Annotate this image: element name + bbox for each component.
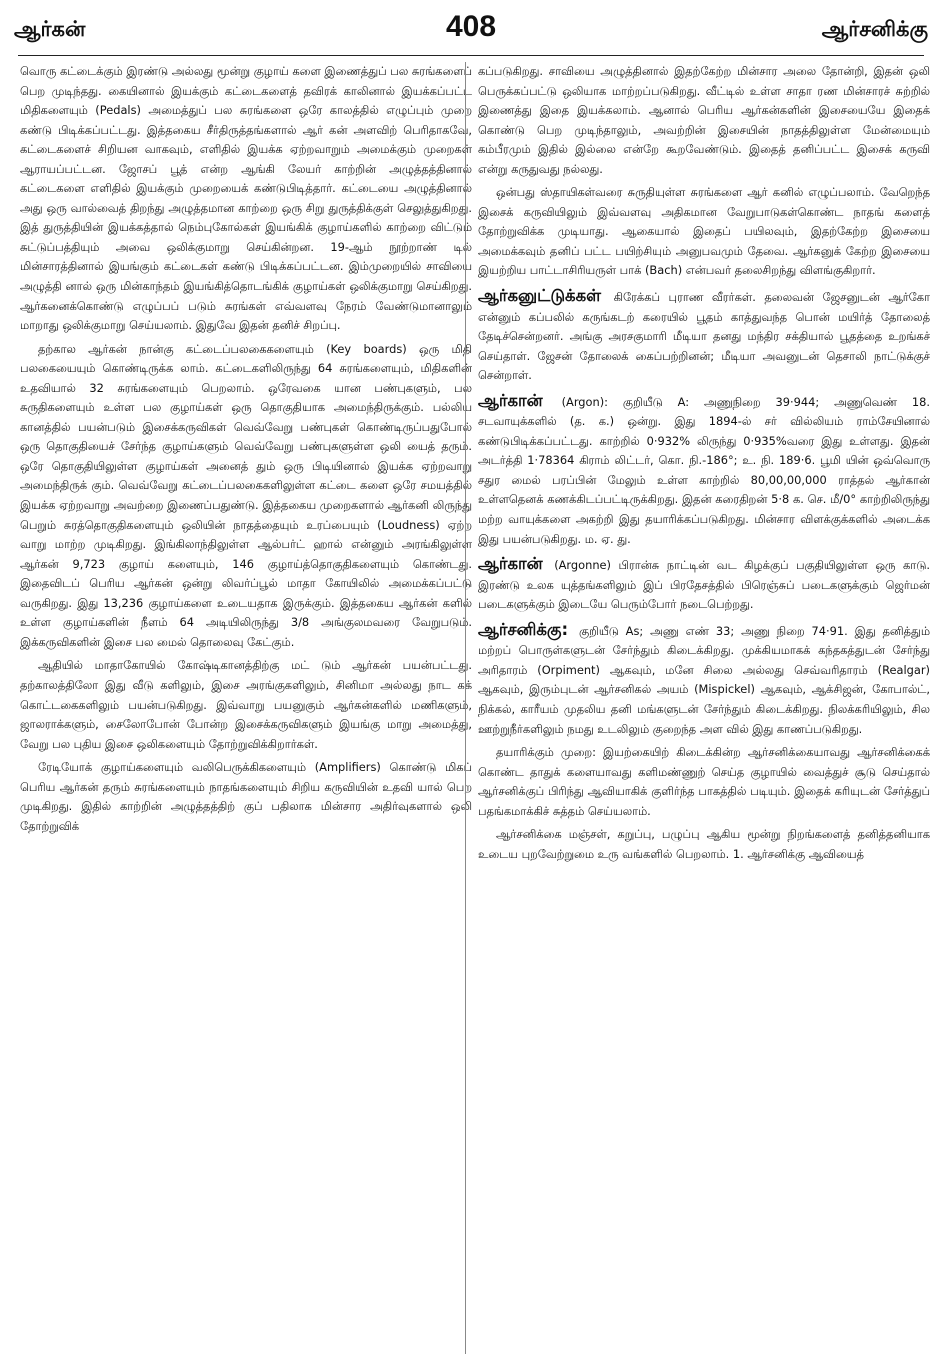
entry-headword: ஆர்கனுட்டுக்கள்: [478, 286, 602, 306]
left-guide-word: ஆர்கன்: [14, 16, 86, 41]
entry-body: குறியீடு As; அணு எண் 33; அணு நிறை 74·91. இது தனித்தும் மற்றப் பொருள்களுடன் சேர்ந்தும் கிடைக்கிறது. முக்கியமாகக் கந்தகத்துடன் சேர்ந்து அரிதாரம் (Orpiment) ஆகவும், மனே சிலை அல்லது செவ்வரிதாரம் (Realgar) ஆகவும், இரும்புடன் ஆர்சனிகல் அயம் (Mispickel) ஆகவும், ஆக்சிஜன், கோபால்ட், நிக்கல், காரீயம் முதலிய தனி மங்களுடன் சேர்ந்தும் கிடைக்கிறது. நிலக்கரியிலும், சில ஊற்றுநீர்களிலும் நமது உடலிலும் குறைந்த அள வில் இது காணப்படுகிறது.: [478, 623, 930, 736]
paragraph: தயாரிக்கும் முறை: இயற்கையிற் கிடைக்கின்ற ஆர்சனிக்கையாவது ஆர்சனிக்கைக் கொண்ட தாதுக் களையாவது களிமண்ணுற் செய்த குழாயில் வைத்துச் சூடு செய்தால் ஆர்சனிக்குப் பிரிந்து ஆவியாகிக் குளிர்ந்த பாகத்தில் படியும். இதைக் கரியுடன் சேர்த்துப் பதங்கமாக்கிச் சுத்தம் செய்யலாம்.: [478, 745, 930, 818]
right-column: [478, 62, 930, 1357]
page-number: 408: [445, 10, 497, 43]
paragraph: ஆர்சனிக்கை மஞ்சள், கறுப்பு, பழுப்பு ஆகிய மூன்று நிறங்களைத் தனித்தனியாக உடைய புறவேற்றுமை உரு வங்களில் பெறலாம். 1. ஆர்சனிக்கு ஆவியைத்: [478, 827, 930, 861]
column-divider: [465, 62, 466, 1354]
entry-headword: ஆர்கான்: [478, 390, 543, 410]
right-guide-word: ஆர்சனிக்கு: [821, 16, 928, 41]
header-rule: [18, 55, 924, 56]
entry-headword: ஆர்கான்: [478, 554, 543, 574]
paragraph: வொரு கட்டைக்கும் இரண்டு அல்லது மூன்று குழாய் களை இணைத்துப் பல சுரங்களைப் பெற முடிந்தது. கையினால் இயக்கும் கட்டைகளைத் தவிரக் காலினால் இயக்கப்பட்ட மிதிகளையும் (Pedals) அமைத்துப் பல சுரங்களை ஒரே காலத்தில் எழுப்பும் முறை கண்டு பிடிக்கப்பட்டது. இத்தகைய சீர்திருத்தங்களால் ஆர் கன் அளவிற் பெரிதாகவே, கட்டைகளைச் சிறியன வாகவும், எளிதில் இயக்க ஏற்றவாறும் அமைக்கும் முறைகள் ஆராயப்பட்டன. ஜோசப் பூத் என்ற ஆங்கி லேயர் காற்றின் அழுத்தத்தினால் கட்டைகளை எளிதில் இயக்கும் முறையைக் கண்டுபிடித்தார். கட்டையை அழுத்தினால் அது ஒரு வால்வைத் திறந்து அழுத்தமான காற்றை ஒரு சிறு துருத்திக்குள் செலுத்துகிறது. இத் துருத்தியின் இயக்கத்தால் நெம்புகோல்கள் இயங்கிக் குழாய்களில் காற்றை விட்டும் சுட்டுப்பத்தியும் அவை ஒலிக்குமாறு செய்கின்றன. 19-ஆம் நூற்றாண் டில் மின்சாரத்தினால் இயங்கும் கட்டைகள் கண்டு பிடிக்கப்பட்டன. இம்முறையில் சாவியை அழுத்தி னால் ஒரு மின்காந்தம் இயங்கித்தொடங்கிக் குழாய்கள் ஒலிக்குமாறு செய்கிறது. ஆர்கனைக்கொண்டு எழுப்பப் படும் சுரங்கள் எவ்வளவு நேரம் வேண்டுமானாலும் மாறாது ஒலிக்குமாறு செய்யலாம். இதுவே இதன் தனிச் சிறப்பு.: [20, 64, 472, 333]
entry-body: (Argonne) பிரான்சு நாட்டின் வட கிழக்குப் பகுதியிலுள்ள ஒரு காடு. இரண்டு உலக யுத்தங்களிலும் இப் பிரதேசத்தில் பிரெஞ்சுப் படைகளுக்கும் ஜெர்மன் படைகளுக்கும் இடையே பெரும்போர் நடைபெற்றது.: [478, 558, 930, 612]
page-header: [14, 8, 928, 52]
entry-headword: ஆர்சனிக்கு:: [478, 619, 569, 639]
entry-arsenic: [478, 620, 930, 739]
entry-argonauts: [478, 286, 930, 386]
paragraph: கப்படுகிறது. சாவியை அழுத்தினால் இதற்கேற்ற மின்சார அலை தோன்றி, இதன் ஒலி பெருக்கப்பட்டு ஒலியாக மாற்றப்படுகிறது. வீட்டில் உள்ள சாதா ரண மின்சாரச் சுற்றில் இணைத்து இதை இயக்கலாம். ஆனால் பெரிய ஆர்கன்களின் இசையையே இதைக் கொண்டு பெற முடிந்தாலும், அவற்றின் இசையின் நாதத்திலுள்ள மேன்மையும் கம்பீரமும் இதில் இல்லை என்றே கூறவேண்டும். இதைத் தனிப்பட்ட இசைக் கருவி என்று கருதுவது நல்லது.: [478, 64, 930, 176]
paragraph: ரேடியோக் குழாய்களையும் வலிபெருக்கிகளையும் (Amplifiers) கொண்டு மிகப் பெரிய ஆர்கன் தரும் சுரங்களையும் நாதங்களையும் சிறிய கருவியின் உதவி யால் பெற முடிகிறது. இதில் காற்றின் அழுத்தத்திற் குப் பதிலாக மின்சார அதிர்வுகளால் ஒலி தோற்றுவிக்: [20, 760, 472, 833]
entry-body: கிரேக்கப் புராண வீரர்கள். தலைவன் ஜேசனுடன் ஆர்கோ என்னும் கப்பலில் கருங்கடற் கரையில் பூதம் காத்துவந்த பொன் மயிர்த் தோலைத் தேடிச்சென்றனர். அங்கு அரசகுமாரி மீடியா தனது மந்திர சக்தியால் பூதத்தை உறங்கச் செய்தாள். ஜேசன் தோலைக் கைப்பற்றினன்; மீடியா அவனுடன் தெசாலி நாட்டுக்குச் சென்றாள்.: [478, 290, 930, 383]
entry-body: (Argon): குறியீடு A: அணுநிறை 39·944; அணுவெண் 18. சடவாயுக்களில் (த. க.) ஒன்று. இது 1894-ல் சர் வில்லியம் ராம்சேயினால் கண்டுபிடிக்கப்பட்டது. காற்றில் 0·932% லிருந்து 0·935%வரை இது உள்ளது. இதன் அடர்த்தி 1·78364 கிராம் லிட்டர், கொ. நி.-186°; உ. நி. 189·6. பூமி யின் ஒவ்வொரு சதுர மைல் பரப்பின் மேலும் உள்ள காற்றில் 80,00,00,000 ராத்தல் ஆர்கான் உள்ளதெனக் கணக்கிடப்பட்டிருக்கிறது. இதன் கரைதிறன் 5·8 க. செ. மீ/0° காற்றிலிருந்து மற்ற வாயுக்களை அகற்றி இது தயாரிக்கப்படுகிறது. மின்சார விளக்குக்களில் அடைக்க இது பயன்படுகிறது. ம. ஏ. து.: [478, 394, 930, 546]
paragraph: தற்கால ஆர்கன் நான்கு கட்டைப்பலகைகளையும் (Key boards) ஒரு மிதி பலகையையும் கொண்டிருக்க லாம். கட்டைகளிலிருந்து 64 சுரங்களையும், மிதிகளின் உதவியால் 32 சுரங்களையும் பெறலாம். ஒரேவகை யான பண்புகளும், பல சுருதிகளையும் உள்ள பல குழாய்கள் ஒரு தொகுதியாக அமைந்திருக்கும். பல்லிய கானத்தில் பயன்படும் இசைக்கருவிகள் வெவ்வேறு பண்புகள் கொண்டிருப்பதுபோல் ஒரு தொகுதியைச் சேர்ந்த குழாய்களும் வெவ்வேறு பண்புகளுள்ள ஒலி யைத் தரும். ஒரே தொகுதியிலுள்ள குழாய்கள் அனைத் தும் ஒரு பிடியினால் இயக்க ஏற்றவாறு அமைந்திருக் கும். வெவ்வேறு கட்டைப்பலகைகளிலுள்ள கட்டை களை ஒரே சமயத்தில் இயக்க ஏற்றவாறு அவற்றை இணைப்பதுண்டு. இத்தகைய முறைகளால் ஆர்கனி லிருந்து பெறும் சுரத்தொகுதிகளையும் ஒலியின் நாதத்தையும் உரப்பையும் (Loudness) ஏற்ற வாறு மாற்ற முடிகிறது. இங்கிலாந்திலுள்ள ஆல்பர்ட் ஹால் என்னும் அரங்கிலுள்ள ஆர்கன் 9,723 குழாய் களையும், 146 குழாய்த்தொகுதிகளையும் கொண்டது. இதைவிடப் பெரிய ஆர்கன் ஒன்று லிவர்ப்பூல் மாதா கோயிலில் அமைக்கப்பட்டு வருகிறது. இது 13,236 குழாய்களை உடையதாக இருக்கும். இத்தகைய ஆர்கன் களில் உள்ள குழாய்களின் நீளம் 64 அடியிலிருந்து 3/8 அங்குலமவரை வேறுபடும். இக்கருவிகளின் இசை பல மைல் தொலைவு கேட்கும்.: [20, 341, 472, 649]
entry-argonne: [478, 554, 930, 615]
paragraph: ஒன்பது ஸ்தாயிகள்வரை சுருதியுள்ள சுரங்களை ஆர் கனில் எழுப்பலாம். வேறெந்த இசைக் கருவியிலும் இவ்வளவு அதிகமான வேறுபாடுகள்கொண்ட நாதங் களைத் தோற்றுவிக்க முடியாது. ஆகையால் இதைப் பயிலவும், இதற்கேற்ற இசையை அமைக்கவும் தனிப் பட்ட பயிற்சியும் அனுபவமும் தேவை. ஆர்கனுக் கேற்ற இசையை இயற்றிய பாட்டாசிரியருள் பாக் (Bach) என்பவர் தலைசிறந்து விளங்குகிறார்.: [478, 185, 930, 278]
entry-argon: [478, 391, 930, 549]
left-column: [20, 62, 472, 1357]
paragraph: ஆதியில் மாதாகோயில் கோஷ்டிகானத்திற்கு மட் டும் ஆர்கன் பயன்பட்டது. தற்காலத்திலோ இது வீடு களிலும், இசை அரங்குகளிலும், சினிமா அல்லது நாட கக் கொட்டகைகளிலும் பயன்படுகிறது. இவ்வாறு பயனுகும் ஆர்கன்களில் மணிகளும், ஜாலராக்களும், சைலோபோன் போன்ற இசைக்கருவிகளும் இயங்கு மாறு அமைத்து, வேறு பல புதிய இசை ஒலிகளையும் தோற்றுவிக்கிறார்கள்.: [20, 658, 472, 751]
